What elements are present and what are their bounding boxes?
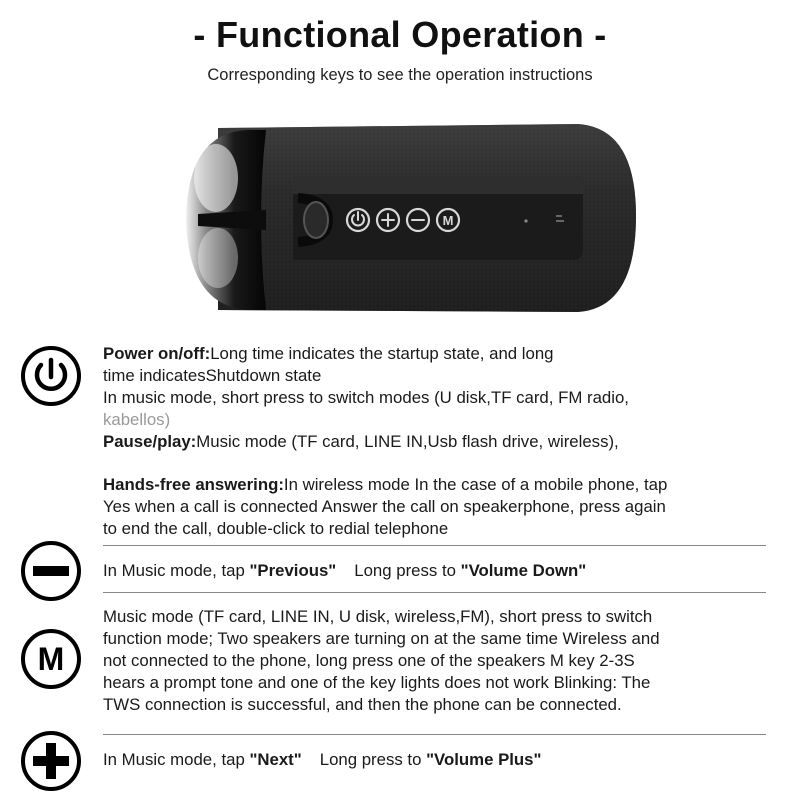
page-title: - Functional Operation - xyxy=(193,14,607,55)
minus-icon xyxy=(20,540,82,602)
plus-icon xyxy=(20,730,82,792)
page-subtitle: Corresponding keys to see the operation instructions xyxy=(207,66,593,84)
divider xyxy=(103,592,766,593)
divider xyxy=(103,545,766,546)
handsfree-label: Hands-free answering: xyxy=(103,475,284,494)
plus-description: In Music mode, tap "Next" Long press to "Volume Plus" xyxy=(103,750,542,769)
divider xyxy=(103,734,766,735)
minus-description: In Music mode, tap "Previous" Long press to "Volume Down" xyxy=(103,561,587,580)
handsfree-description: Hands-free answering:In wireless mode In the case of a mobile phone, tap Yes when a call is connected Answer the call on speakerphone, press again to end the call, double-click to redial telephone xyxy=(103,475,668,538)
m-icon xyxy=(20,628,82,690)
power-label: Power on/off: xyxy=(103,344,211,363)
power-icon xyxy=(20,345,82,407)
svg-text:M: M xyxy=(37,641,65,677)
svg-text:M: M xyxy=(442,213,454,228)
speaker-image xyxy=(178,118,638,318)
power-description: Power on/off:Long time indicates the startup state, and long time indicatesShutdown state In music mode, short press to switch modes (U disk,TF card, FM radio, kabellos) Pause/play:Music mode (TF card, LINE IN,Usb flash drive, wireless), xyxy=(103,344,629,451)
mode-description: Music mode (TF card, LINE IN, U disk, wireless,FM), short press to switch function mode; Two speakers are turning on at the same time Wireless and not connected to the phone, long press one of the speakers M key 2-3S hears a prompt tone and one of the key lights does not work Blinking: The TWS connection is successful, and then the phone can be connected. xyxy=(103,607,660,714)
pause-label: Pause/play: xyxy=(103,432,197,451)
